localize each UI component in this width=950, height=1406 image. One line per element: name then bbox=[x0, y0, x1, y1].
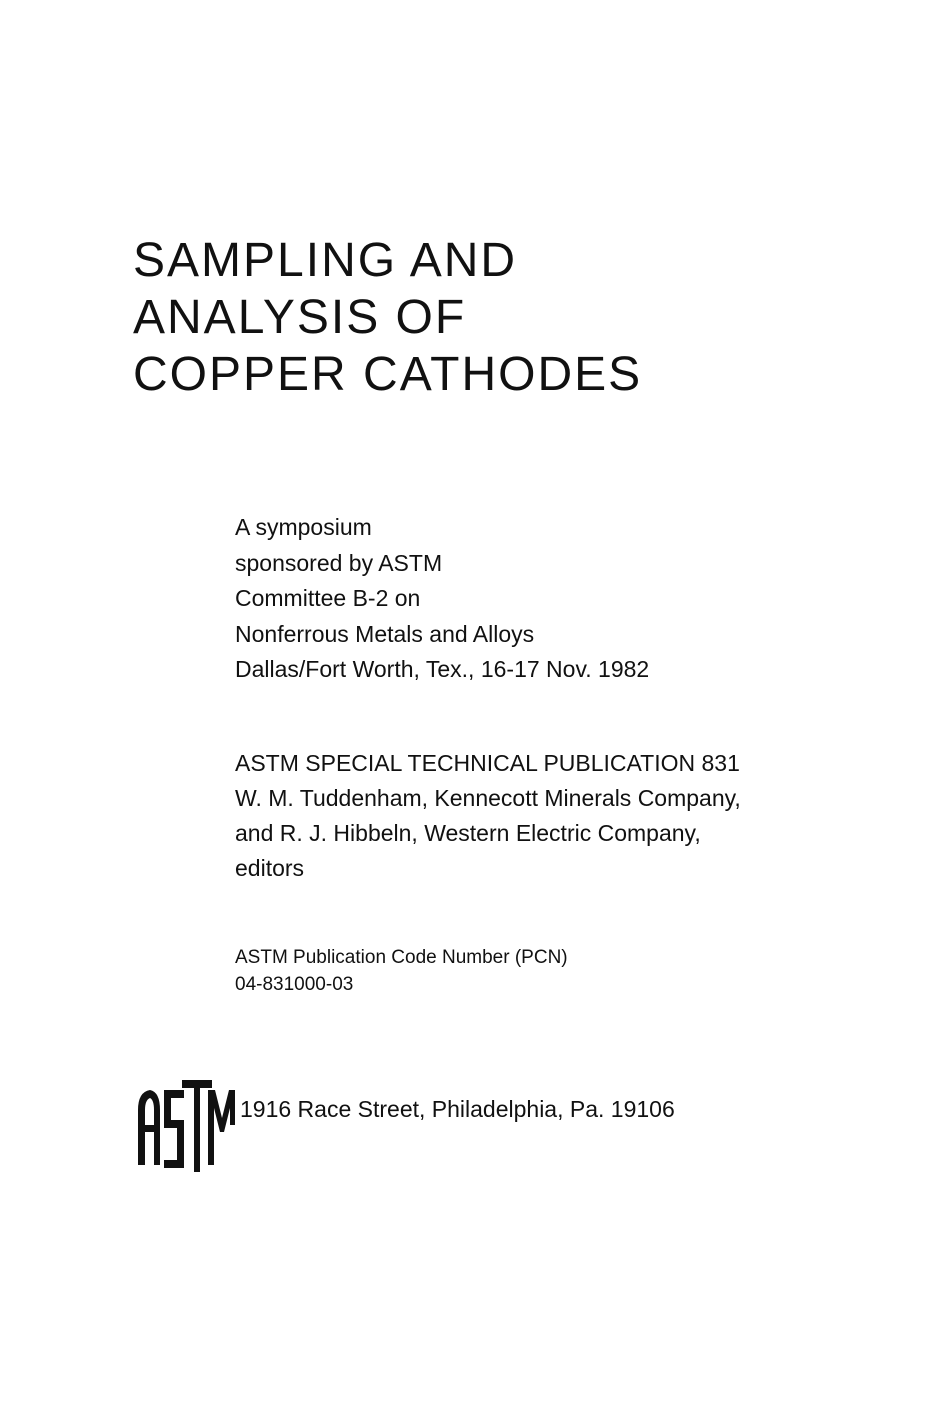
publication-info bbox=[235, 746, 885, 886]
committee-name-line: Nonferrous Metals and Alloys bbox=[235, 620, 535, 647]
publisher-address: 1916 Race Street, Philadelphia, Pa. 19106 bbox=[240, 1096, 675, 1122]
book-title bbox=[133, 232, 833, 403]
symposium-info bbox=[235, 510, 885, 688]
stp-number-line: ASTM SPECIAL TECHNICAL PUBLICATION 831 bbox=[235, 750, 740, 776]
committee-line: Committee B-2 on bbox=[235, 585, 421, 611]
title-line-1: SAMPLING AND bbox=[133, 234, 518, 287]
editor-line-1: W. M. Tuddenham, Kennecott Minerals Company, bbox=[235, 785, 741, 811]
editor-line-2: and R. J. Hibbeln, Western Electric Company, bbox=[235, 820, 701, 846]
title-line-3: COPPER CATHODES bbox=[133, 348, 643, 401]
pcn-info bbox=[235, 944, 885, 998]
title-line-2: ANALYSIS OF bbox=[133, 291, 467, 344]
pcn-number: 04-831000-03 bbox=[235, 974, 354, 995]
sponsor-line: sponsored by ASTM bbox=[235, 549, 443, 576]
pcn-label: ASTM Publication Code Number (PCN) bbox=[235, 947, 568, 968]
location-date-line: Dallas/Fort Worth, Tex., 16-17 Nov. 1982 bbox=[235, 656, 650, 682]
symposium-line: A symposium bbox=[235, 514, 372, 540]
astm-logo-icon bbox=[136, 1070, 236, 1175]
editors-label: editors bbox=[235, 855, 305, 881]
